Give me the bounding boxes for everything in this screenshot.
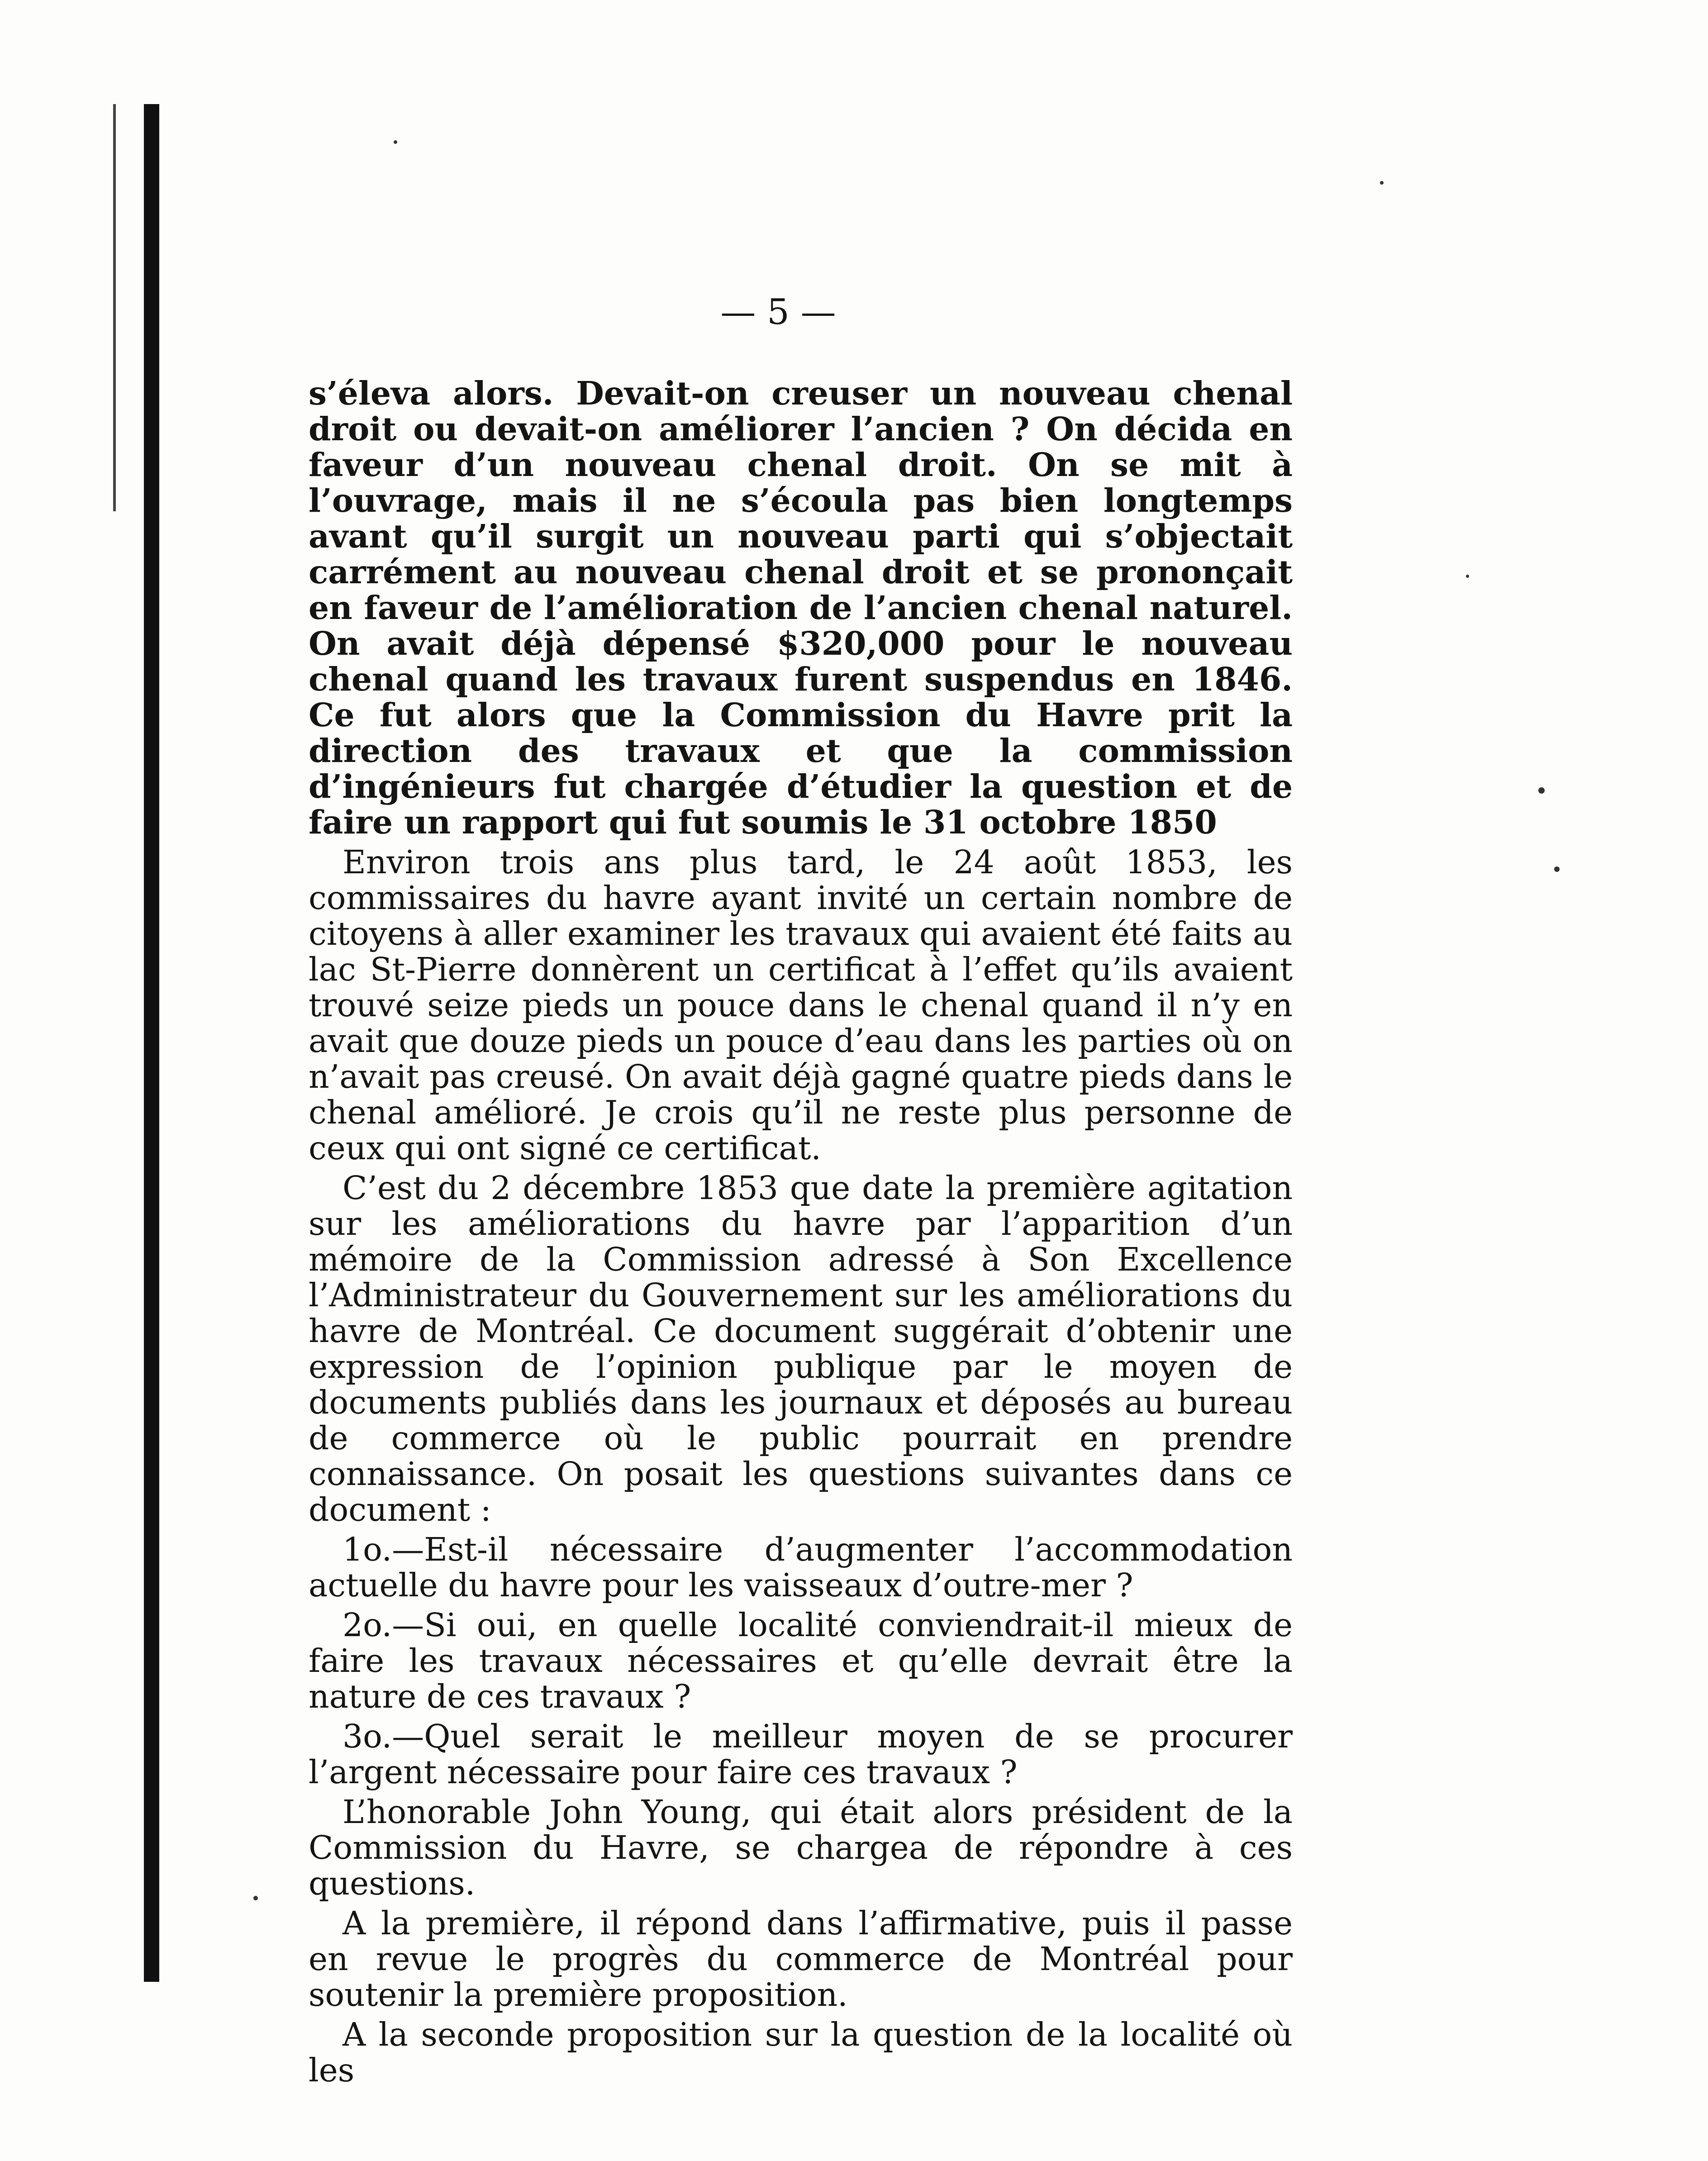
page-number: — 5 — [720, 292, 836, 333]
paragraph-second-answer: A la seconde proposition sur la question de la localité où les [309, 2016, 1293, 2089]
scan-speck [1380, 181, 1384, 185]
binding-shadow [113, 104, 116, 511]
scan-speck [1538, 787, 1545, 794]
question-2: 2o.—Si oui, en quelle localité conviendrait-il mieux de faire les travaux nécessaires et qu’elle devrait être la nature de ces travaux ? [309, 1606, 1293, 1715]
paragraph-2: Environ trois ans plus tard, le 24 août 1853, les commissaires du havre ayant invité un certain nombre de citoyens à aller examiner les travaux qui avaient été faits au lac St-Pierre donnèrent un certificat à l’effet qu’ils avaient trouvé seize pieds un pouce dans le chenal quand il n’y en avait que douze pieds un pouce d’eau dans les parties où on n’avait pas creusé. On avait déjà gagné quatre pieds dans le chenal amélioré. Je crois qu’il ne reste plus personne de ceux qui ont signé ce certificat. [309, 843, 1293, 1167]
question-3: 3o.—Quel serait le meilleur moyen de se procurer l’argent nécessaire pour faire ces travaux ? [309, 1718, 1293, 1791]
question-1: 1o.—Est-il nécessaire d’augmenter l’accommodation actuelle du havre pour les vaisseaux d’outre-mer ? [309, 1531, 1293, 1604]
scan-speck [394, 140, 397, 144]
binding-edge [144, 104, 159, 1982]
scan-speck [1466, 575, 1469, 578]
scan-speck [1554, 866, 1560, 872]
paragraph-first-answer: A la première, il répond dans l’affirmative, puis il passe en revue le progrès du commerce de Montréal pour soutenir la première proposition. [309, 1904, 1293, 2013]
paragraph-1: s’éleva alors. Devait-on creuser un nouveau chenal droit ou devait-on améliorer l’ancien ? On décida en faveur d’un nouveau chenal droit. On se mit à l’ouvrage, mais il ne s’écoula pas bien longtemps avant qu’il surgit un nouveau parti qui s’objectait carrément au nouveau chenal droit et se prononçait en faveur de l’amélioration de l’ancien chenal naturel. On avait déjà dépensé $320,000 pour le nouveau chenal quand les travaux furent suspendus en 1846. Ce fut alors que la Commission du Havre prit la direction des travaux et que la commission d’ingénieurs fut chargée d’étudier la question et de faire un rapport qui fut soumis le 31 octobre 1850 [309, 374, 1293, 841]
body-text [309, 376, 1293, 2092]
scan-speck [253, 1896, 258, 1900]
paragraph-3: C’est du 2 décembre 1853 que date la première agitation sur les améliorations du havre par l’apparition d’un mémoire de la Commission adressé à Son Excellence l’Administrateur du Gouvernement sur les améliorations du havre de Montréal. Ce document suggérait d’obtenir une expression de l’opinion publique par le moyen de documents publiés dans les journaux et déposés au bureau de commerce où le public pourrait en prendre connaissance. On posait les questions suivantes dans ce document : [309, 1169, 1293, 1528]
paragraph-young: L’honorable John Young, qui était alors président de la Commission du Havre, se chargea de répondre à ces questions. [309, 1793, 1293, 1902]
